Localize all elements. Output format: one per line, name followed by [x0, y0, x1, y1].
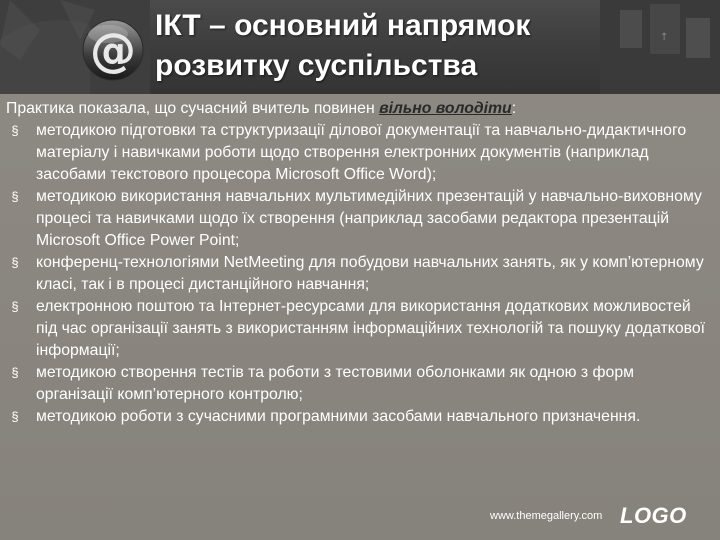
title-line-1: ІКТ – основний напрямок — [155, 9, 531, 42]
bullet-icon: § — [11, 255, 19, 270]
list-item-text: конференц-технологіями NetMeeting для побудови навчальних занять, як у комп’ютерному класі, так і в процесі дистанційного навчання; — [36, 254, 704, 293]
list-item — [6, 362, 714, 406]
list-item-text: методикою підготовки та структуризації ділової документації та навчально-дидактичного матеріалу і навичками роботи щодо створення електронних документів (наприклад засобами текстового процесора Microsoft Office Word); — [36, 122, 687, 183]
bullet-icon: § — [11, 409, 19, 424]
list-item — [6, 296, 714, 362]
intro-text: Практика показала, що сучасний вчитель повинен — [6, 100, 380, 117]
list-item — [6, 120, 714, 186]
bullet-icon: § — [11, 299, 19, 314]
bullet-icon: § — [11, 365, 19, 380]
intro-suffix: : — [511, 100, 517, 117]
title-line-2: розвитку суспільства — [155, 49, 478, 82]
bullet-icon: § — [11, 189, 19, 204]
list-item — [6, 186, 714, 252]
list-item-text: методикою створення тестів та роботи з тестовими оболонками як одною з форм організації комп’ютерного контролю; — [36, 364, 634, 403]
svg-text:@: @ — [90, 23, 136, 77]
svg-text:↑: ↑ — [660, 32, 669, 43]
list-item — [6, 252, 714, 296]
bullet-list — [6, 120, 714, 428]
at-sign-icon — [0, 0, 150, 94]
footer-logo: LOGO — [620, 503, 687, 528]
list-item-text: методикою роботи з сучасними програмними засобами навчального призначення. — [36, 408, 641, 425]
list-item — [6, 406, 714, 428]
slide-body — [6, 98, 714, 428]
footer-url: www.themegallery.com — [490, 510, 603, 522]
bullet-icon: § — [11, 123, 19, 138]
slide-header — [0, 0, 720, 94]
intro-emphasis: вільно володіти — [379, 100, 512, 117]
list-item-text: електронною поштою та Інтернет-ресурсами для використання додаткових можливостей під час організації занять з використанням інформаційних технологій та пошуку додаткової інформації; — [36, 298, 706, 359]
list-item-text: методикою використання навчальних мультимедійних презентацій у навчально-виховному процесі та навичками щодо їх створення (наприклад засобами редактора презентацій Microsoft Office Power Point; — [36, 188, 702, 249]
slide-title — [155, 6, 625, 86]
intro-paragraph — [6, 98, 714, 120]
